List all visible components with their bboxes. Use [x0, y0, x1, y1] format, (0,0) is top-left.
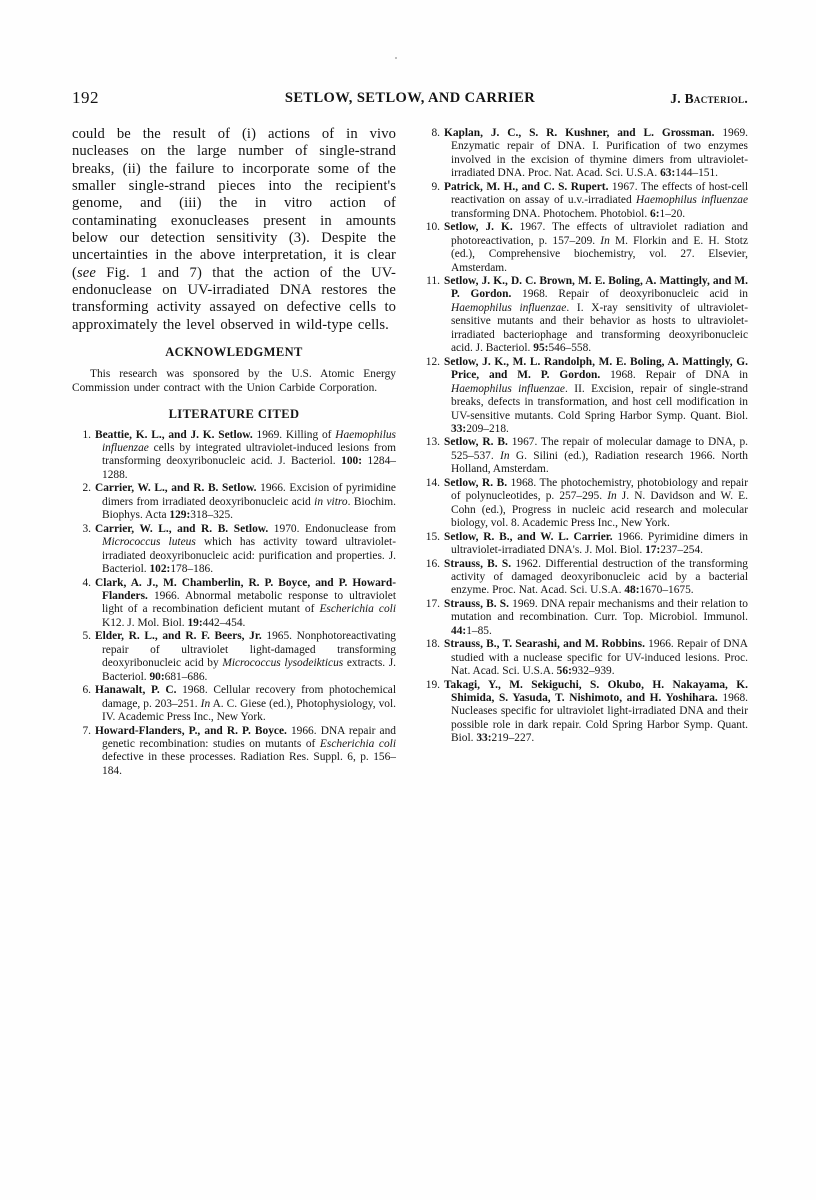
reference-item	[72, 630, 396, 684]
reference-list-left	[72, 429, 396, 779]
left-column	[72, 126, 396, 778]
reference-text: Setlow, R. B. 1967. The repair of molecular damage to DNA, p. 525–537. In G. Silini (ed.), Radiation research 1966. North Holland, Amsterdam.	[444, 436, 749, 476]
reference-item	[421, 638, 748, 678]
reference-item	[72, 429, 396, 483]
reference-number: 17.	[425, 597, 440, 610]
reference-text: Kaplan, J. C., S. R. Kushner, and L. Grossman. 1969. Enzymatic repair of DNA. I. Purification of two enzymes involved in the excision of thymine dimers from ultraviolet-irradiated DNA. Proc. Nat. Acad. Sci. U.S.A. 63:144–151.	[444, 127, 748, 180]
reference-item	[72, 684, 396, 724]
reference-text: Beattie, K. L., and J. K. Setlow. 1969. Killing of Haemophilus influenzae cells by integrated ultraviolet-induced lesions from transforming deoxyribonucleic acid. J. Bacteriol. 100: 1284–1288.	[95, 428, 396, 481]
reference-item	[421, 356, 748, 437]
reference-text: Setlow, J. K., M. L. Randolph, M. E. Boling, A. Mattingly, G. Price, and M. P. Gordon. 1968. Repair of DNA in Haemophilus influenzae. II. Excision, repair of single-strand breaks, defects in transformation, and host cell modification in UV-sensitive mutants. Cold Spring Harbor Symp. Quant. Biol. 33:209–218.	[444, 355, 748, 435]
acknowledgment-heading: ACKNOWLEDGMENT	[165, 345, 303, 360]
reference-item	[421, 531, 748, 558]
reference-item	[72, 577, 396, 631]
reference-number: 14.	[425, 476, 440, 489]
reference-text: Hanawalt, P. C. 1968. Cellular recovery from photochemical damage, p. 203–251. In A. C. Giese (ed.), Photophysiology, vol. IV. Academic Press Inc., New York.	[95, 684, 397, 724]
reference-item	[421, 558, 748, 598]
journal-name: J. Bacteriol.	[670, 91, 748, 106]
reference-number: 9.	[431, 180, 440, 193]
body-paragraph: could be the result of (i) actions of in vivo nucleases on the large number of single-strand breaks, (ii) the failure to incorporate some of the smaller single-strand pieces into the recipient's genome, and (iii) the in vitro action of contaminating exonucleases present in amounts below our detection sensitivity (3). Despite the uncertainties in the above interpretation, it is clear (see Fig. 1 and 7) that the action of the UV-endonuclease on UV-irradiated DNA restores the transforming activity assayed on defective cells to approximately the level observed in wild-type cells.	[72, 126, 396, 333]
reference-text: Elder, R. L., and R. F. Beers, Jr. 1965. Nonphotoreactivating repair of ultraviolet light-damaged transforming deoxyribonucleic acid by Micrococcus lysodeikticus extracts. J. Bacteriol. 90:681–686.	[95, 630, 397, 683]
right-column	[421, 126, 748, 778]
reference-item	[72, 523, 396, 577]
reference-number: 16.	[425, 557, 440, 570]
reference-item	[421, 436, 748, 476]
reference-item	[421, 679, 748, 746]
reference-number: 18.	[425, 638, 440, 651]
reference-item	[421, 181, 748, 221]
reference-number: 19.	[425, 678, 440, 691]
reference-item	[421, 127, 748, 181]
reference-text: Setlow, R. B. 1968. The photochemistry, photobiology and repair of polynucleotides, p. 257–295. In J. N. Davidson and W. E. Cohn (ed.), Progress in nucleic acid research and molecular biology, vol. 8. Academic Press Inc., New York.	[444, 476, 748, 530]
reference-list-right	[421, 127, 748, 746]
two-column-text	[72, 126, 748, 778]
reference-text: Carrier, W. L., and R. B. Setlow. 1970. Endonuclease from Micrococcus luteus which has activity toward ultraviolet-irradiated deoxyribonucleic acid: purification and properties. J. Bacteriol. 102:178–186.	[95, 522, 396, 576]
reference-number: 7.	[82, 724, 91, 737]
reference-text: Strauss, B. S. 1969. DNA repair mechanisms and their relation to mutation and recombination. Curr. Top. Microbiol. Immunol. 44:1–85.	[444, 597, 748, 637]
reference-text: Setlow, J. K. 1967. The effects of ultraviolet radiation and photoreactivation, p. 157–209. In M. Florkin and E. H. Stotz (ed.), Comprehensive biochemistry, vol. 27. Elsevier, Amsterdam.	[444, 221, 748, 274]
reference-number: 11.	[426, 274, 440, 287]
reference-number: 8.	[431, 127, 440, 139]
print-speck	[395, 57, 397, 59]
acknowledgment-text: This research was sponsored by the U.S. Atomic Energy Commission under contract with the Union Carbide Corporation.	[72, 368, 396, 395]
reference-text: Howard-Flanders, P., and R. P. Boyce. 1966. DNA repair and genetic recombination: studies on mutants of Escherichia coli defective in these processes. Radiation Res. Suppl. 6, p. 156–184.	[95, 724, 396, 777]
reference-item	[421, 477, 748, 531]
reference-number: 13.	[425, 436, 440, 449]
reference-number: 2.	[82, 482, 91, 495]
reference-text: Setlow, R. B., and W. L. Carrier. 1966. Pyrimidine dimers in ultraviolet-irradiated DNA's. J. Mol. Biol. 17:237–254.	[444, 530, 748, 557]
reference-text: Strauss, B. S. 1962. Differential destruction of the transforming activity of damaged deoxyribonucleic acid by a bacterial enzyme. Proc. Nat. Acad. Sci. U.S.A. 48:1670–1675.	[444, 557, 748, 597]
reference-item	[72, 725, 396, 779]
reference-number: 10.	[425, 221, 440, 234]
page-number: 192	[72, 88, 99, 107]
reference-text: Setlow, J. K., D. C. Brown, M. E. Boling, A. Mattingly, and M. P. Gordon. 1968. Repair of deoxyribonucleic acid in Haemophilus influenzae. I. X-ray sensitivity of ultraviolet-sensitive mutants and their behavior as hosts to ultraviolet-irradiated bacteriophage and transforming deoxyribonucleic acid. J. Bacteriol. 95:546–558.	[444, 274, 748, 355]
page-header	[72, 88, 748, 108]
reference-item	[421, 598, 748, 638]
reference-number: 3.	[82, 522, 91, 535]
reference-item	[421, 221, 748, 275]
reference-text: Strauss, B., T. Searashi, and M. Robbins. 1966. Repair of DNA studied with a nuclease specific for UV-induced lesions. Proc. Nat. Acad. Sci. U.S.A. 56:932–939.	[444, 638, 748, 678]
reference-text: Carrier, W. L., and R. B. Setlow. 1966. Excision of pyrimidine dimers from irradiated deoxyribonucleic acid in vitro. Biochim. Biophys. Acta 129:318–325.	[95, 482, 396, 522]
reference-text: Patrick, M. H., and C. S. Rupert. 1967. The effects of host-cell reactivation on assay of u.v.-irradiated Haemophilus influenzae transforming DNA. Photochem. Photobiol. 6:1–20.	[444, 180, 749, 220]
reference-item	[421, 275, 748, 356]
running-head: SETLOW, SETLOW, AND CARRIER	[284, 90, 536, 106]
reference-number: 15.	[425, 530, 440, 543]
reference-text: Clark, A. J., M. Chamberlin, R. P. Boyce, and P. Howard-Flanders. 1966. Abnormal metabolic response to ultraviolet light of a recombination deficient mutant of Escherichia coli K12. J. Mol. Biol. 19:442–454.	[95, 576, 396, 629]
reference-number: 12.	[425, 355, 440, 368]
reference-item	[72, 482, 396, 522]
reference-text: Takagi, Y., M. Sekiguchi, S. Okubo, H. Nakayama, K. Shimida, S. Yasuda, T. Nishimoto, and H. Yoshihara. 1968. Nucleases specific for ultraviolet light-irradiated DNA and their possible role in dark repair. Cold Spring Harbor Symp. Quant. Biol. 33:219–227.	[444, 678, 748, 745]
literature-cited-heading: LITERATURE CITED	[168, 406, 300, 421]
reference-number: 1.	[82, 428, 91, 441]
reference-number: 6.	[82, 684, 91, 697]
reference-number: 4.	[82, 576, 91, 589]
reference-number: 5.	[82, 630, 91, 643]
